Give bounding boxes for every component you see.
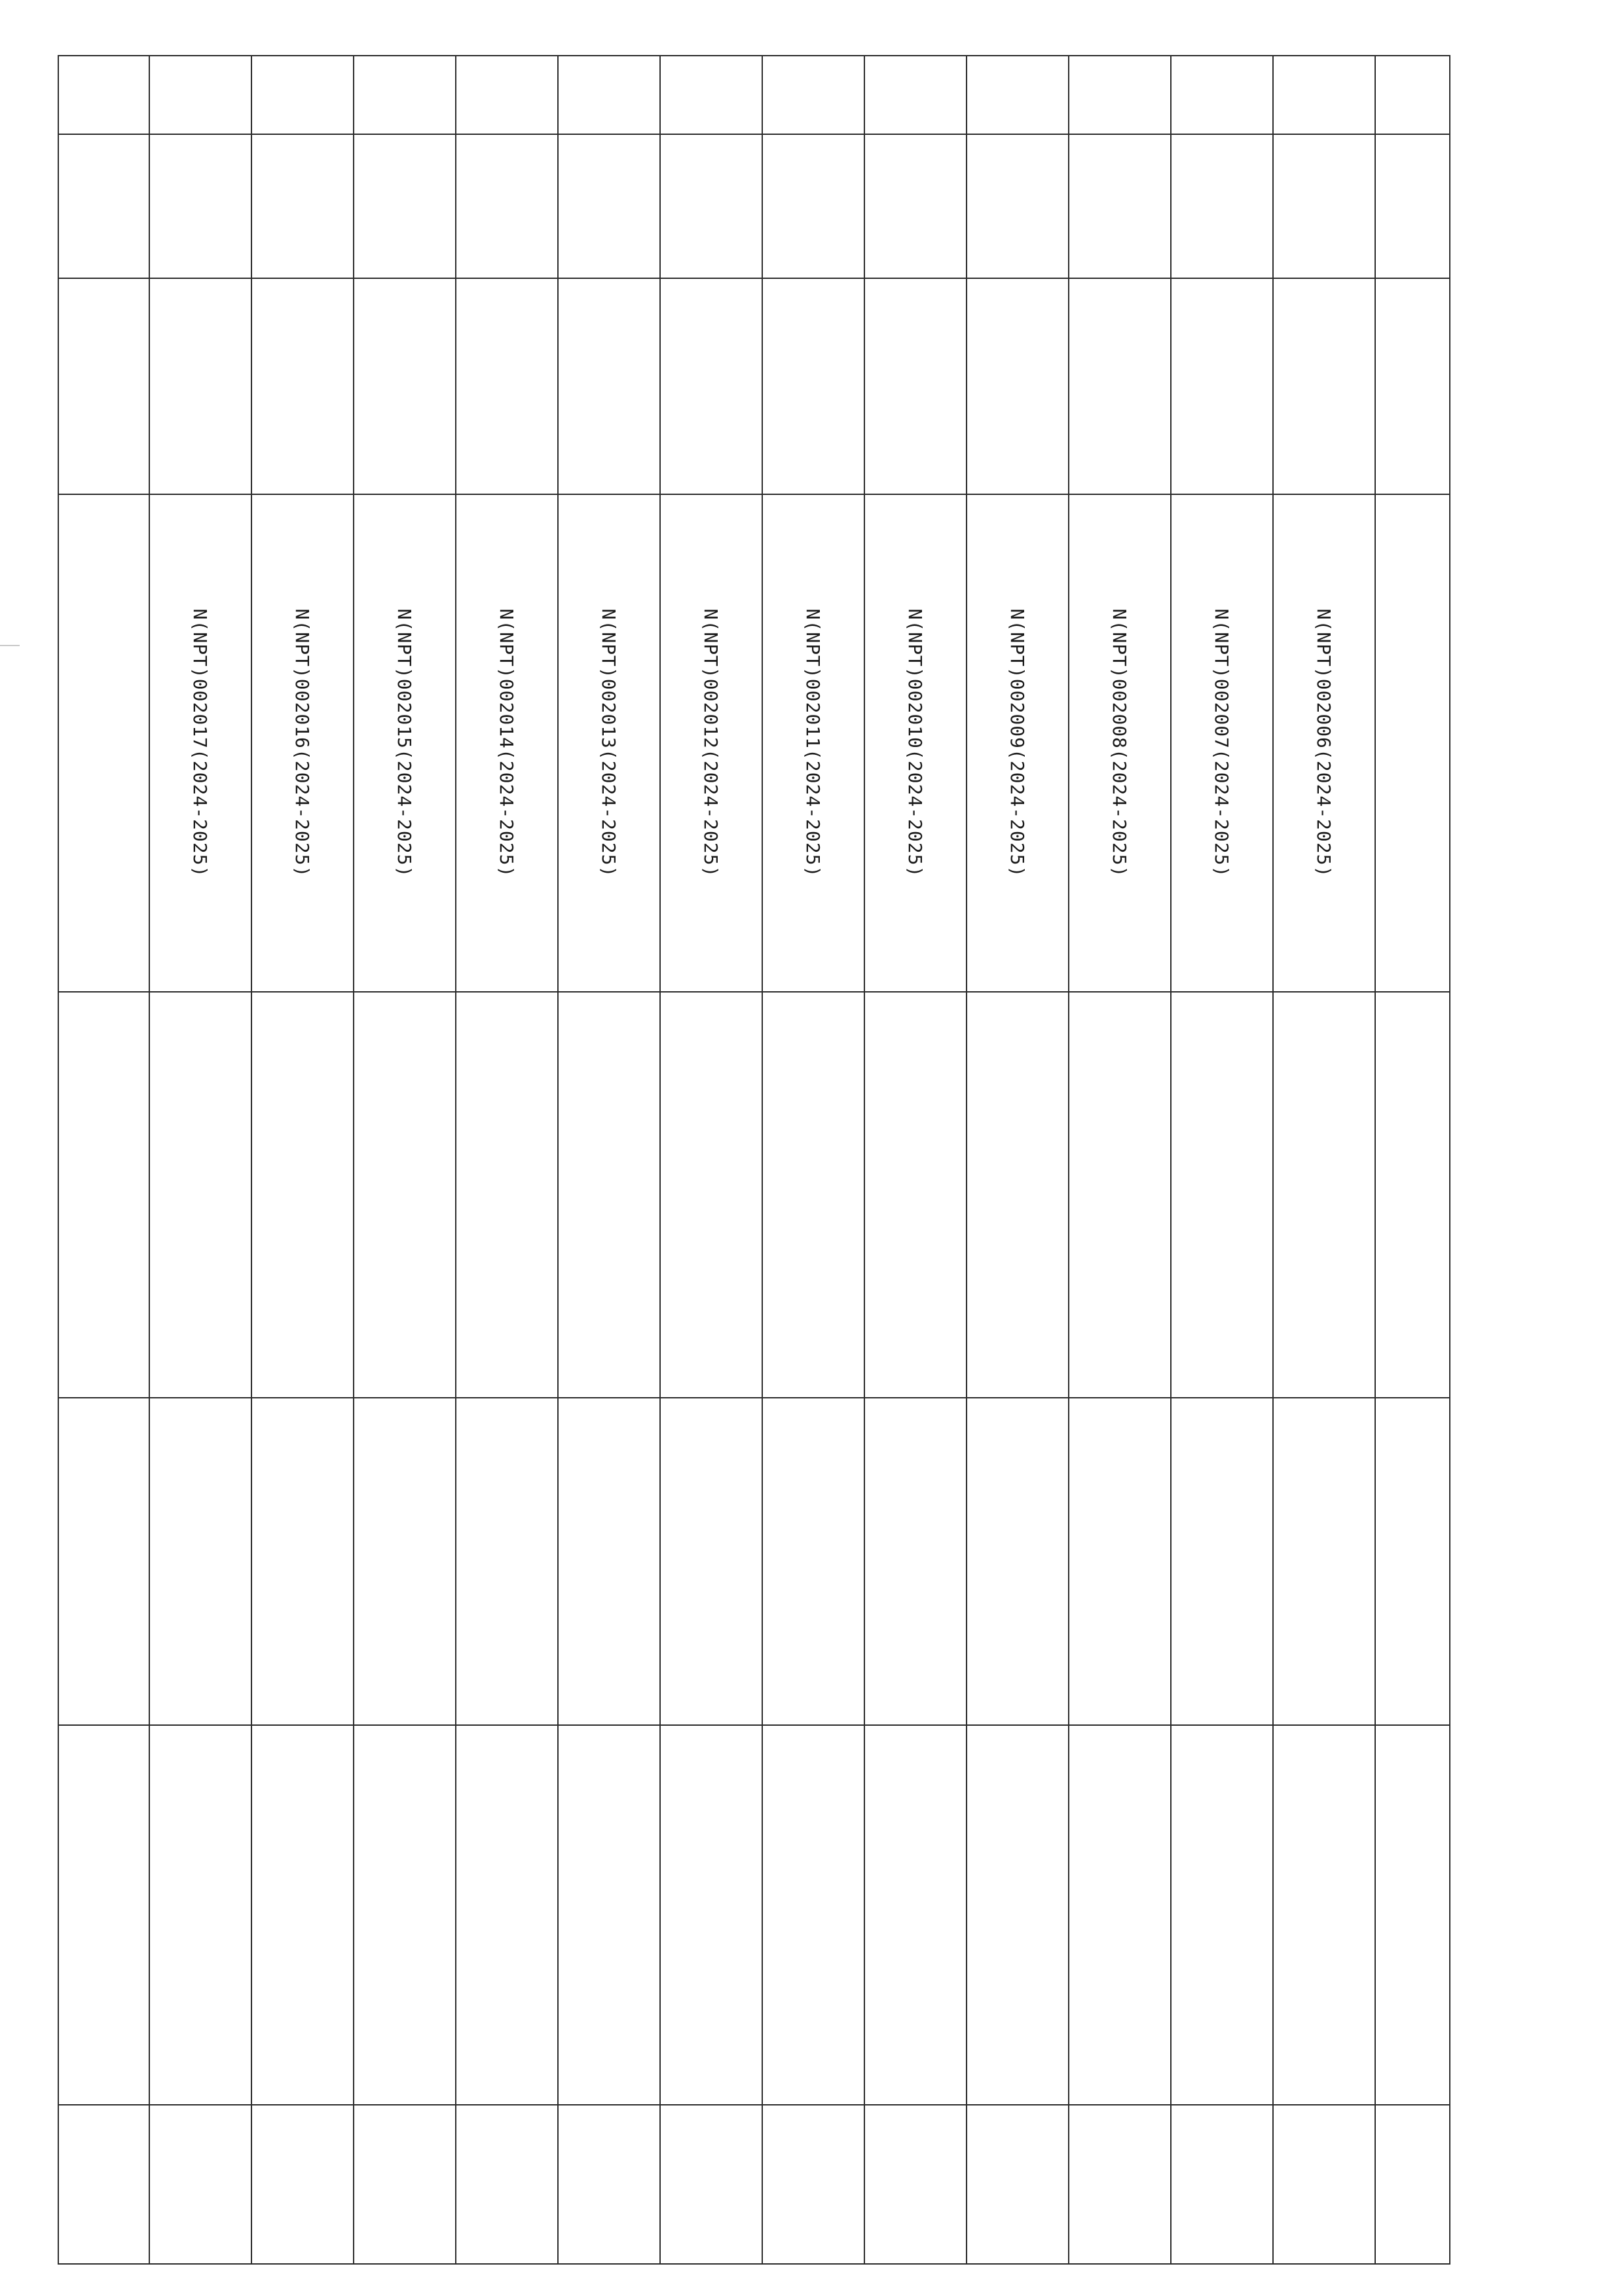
cell-type (1273, 1398, 1375, 1725)
cell-reg-no: N(NPT)002016(2024-2025) (251, 494, 354, 992)
scan-margin-mark (0, 645, 20, 646)
cell-no (1069, 56, 1171, 134)
cell-reg-no: N(NPT)002008(2024-2025) (1069, 494, 1171, 992)
cell-type (354, 1398, 456, 1725)
table-row (967, 56, 1069, 2264)
cell-address (149, 1725, 251, 2105)
cell-address (354, 1725, 456, 2105)
cell-reg-no: N(NPT)002017(2024-2025) (149, 494, 251, 992)
header-town (1375, 278, 1450, 494)
cell-region (967, 134, 1069, 278)
cell-name (1069, 992, 1171, 1398)
cell-name (967, 992, 1069, 1398)
cell-region (1273, 134, 1375, 278)
table-row (1273, 56, 1375, 2264)
cell-type (558, 1398, 660, 1725)
cell-no (762, 56, 864, 134)
cell-address (1171, 1725, 1273, 2105)
table-header-row (1375, 56, 1450, 2264)
cell-name (660, 992, 762, 1398)
cell-region (354, 134, 456, 278)
cell-reg-no: N(NPT)002015(2024-2025) (354, 494, 456, 992)
cell-address (864, 1725, 967, 2105)
cell-address (967, 1725, 1069, 2105)
header-name (1375, 992, 1450, 1398)
cell-reg-no: N(NPT)002006(2024-2025) (1273, 494, 1375, 992)
cell-reg-no: N(NPT)002007(2024-2025) (1171, 494, 1273, 992)
cell-address (456, 1725, 558, 2105)
cell-name (1273, 992, 1375, 1398)
cell-no (149, 56, 251, 134)
cell-town (762, 278, 864, 494)
empty-cell (58, 56, 149, 134)
cell-date (456, 2105, 558, 2264)
cell-region (558, 134, 660, 278)
cell-date (149, 2105, 251, 2264)
header-no (1375, 56, 1450, 134)
cell-name (1171, 992, 1273, 1398)
cell-region (456, 134, 558, 278)
empty-cell (58, 2105, 149, 2264)
cell-town (1069, 278, 1171, 494)
header-date (1375, 2105, 1450, 2264)
cell-date (660, 2105, 762, 2264)
cell-region (1069, 134, 1171, 278)
cell-reg-no: N(NPT)002010(2024-2025) (864, 494, 967, 992)
cell-no (251, 56, 354, 134)
cell-date (1273, 2105, 1375, 2264)
table-row (1069, 56, 1171, 2264)
header-reg-no (1375, 494, 1450, 992)
header-address (1375, 1725, 1450, 2105)
empty-cell (58, 1398, 149, 1725)
table-row (558, 56, 660, 2264)
table-row (762, 56, 864, 2264)
cell-type (149, 1398, 251, 1725)
empty-cell (58, 992, 149, 1398)
cell-name (251, 992, 354, 1398)
table-row (251, 56, 354, 2264)
cell-region (1171, 134, 1273, 278)
cell-address (660, 1725, 762, 2105)
cell-region (660, 134, 762, 278)
cell-no (864, 56, 967, 134)
cell-name (864, 992, 967, 1398)
cell-town (967, 278, 1069, 494)
cell-date (1171, 2105, 1273, 2264)
cell-town (660, 278, 762, 494)
cell-date (762, 2105, 864, 2264)
cell-town (251, 278, 354, 494)
document-title (1450, 55, 1496, 2263)
cell-no (967, 56, 1069, 134)
cell-date (1069, 2105, 1171, 2264)
header-type (1375, 1398, 1450, 1725)
cell-type (660, 1398, 762, 1725)
cell-reg-no: N(NPT)002012(2024-2025) (660, 494, 762, 992)
empty-cell (58, 1725, 149, 2105)
cell-town (149, 278, 251, 494)
cell-region (762, 134, 864, 278)
cell-name (354, 992, 456, 1398)
empty-cell (58, 134, 149, 278)
cell-name (558, 992, 660, 1398)
cell-type (456, 1398, 558, 1725)
table-row (149, 56, 251, 2264)
table-row (456, 56, 558, 2264)
cell-town (558, 278, 660, 494)
cell-town (864, 278, 967, 494)
cell-type (1069, 1398, 1171, 1725)
cell-reg-no: N(NPT)002009(2024-2025) (967, 494, 1069, 992)
cell-address (558, 1725, 660, 2105)
cell-town (1273, 278, 1375, 494)
header-region (1375, 134, 1450, 278)
cell-no (1171, 56, 1273, 134)
cell-type (251, 1398, 354, 1725)
cell-region (149, 134, 251, 278)
cell-no (1273, 56, 1375, 134)
cell-address (251, 1725, 354, 2105)
cell-type (762, 1398, 864, 1725)
cell-address (762, 1725, 864, 2105)
document-frame (115, 55, 1496, 2263)
cell-no (456, 56, 558, 134)
cell-date (251, 2105, 354, 2264)
cell-date (967, 2105, 1069, 2264)
cell-region (251, 134, 354, 278)
cell-no (354, 56, 456, 134)
cell-type (1171, 1398, 1273, 1725)
empty-cell (58, 494, 149, 992)
cell-address (1069, 1725, 1171, 2105)
empty-cell (58, 278, 149, 494)
cell-date (354, 2105, 456, 2264)
cell-name (762, 992, 864, 1398)
table-row-empty (58, 56, 149, 2264)
records-table (58, 55, 1450, 2265)
rotated-page (115, 55, 1496, 2263)
cell-town (1171, 278, 1273, 494)
table-row (660, 56, 762, 2264)
cell-type (864, 1398, 967, 1725)
cell-reg-no: N(NPT)002013(2024-2025) (558, 494, 660, 992)
cell-type (967, 1398, 1069, 1725)
cell-name (149, 992, 251, 1398)
cell-name (456, 992, 558, 1398)
cell-date (558, 2105, 660, 2264)
cell-town (456, 278, 558, 494)
cell-region (864, 134, 967, 278)
cell-date (864, 2105, 967, 2264)
cell-reg-no: N(NPT)002011(2024-2025) (762, 494, 864, 992)
cell-no (558, 56, 660, 134)
table-row (864, 56, 967, 2264)
cell-address (1273, 1725, 1375, 2105)
cell-town (354, 278, 456, 494)
cell-no (660, 56, 762, 134)
cell-reg-no: N(NPT)002014(2024-2025) (456, 494, 558, 992)
table-row (354, 56, 456, 2264)
table-row (1171, 56, 1273, 2264)
